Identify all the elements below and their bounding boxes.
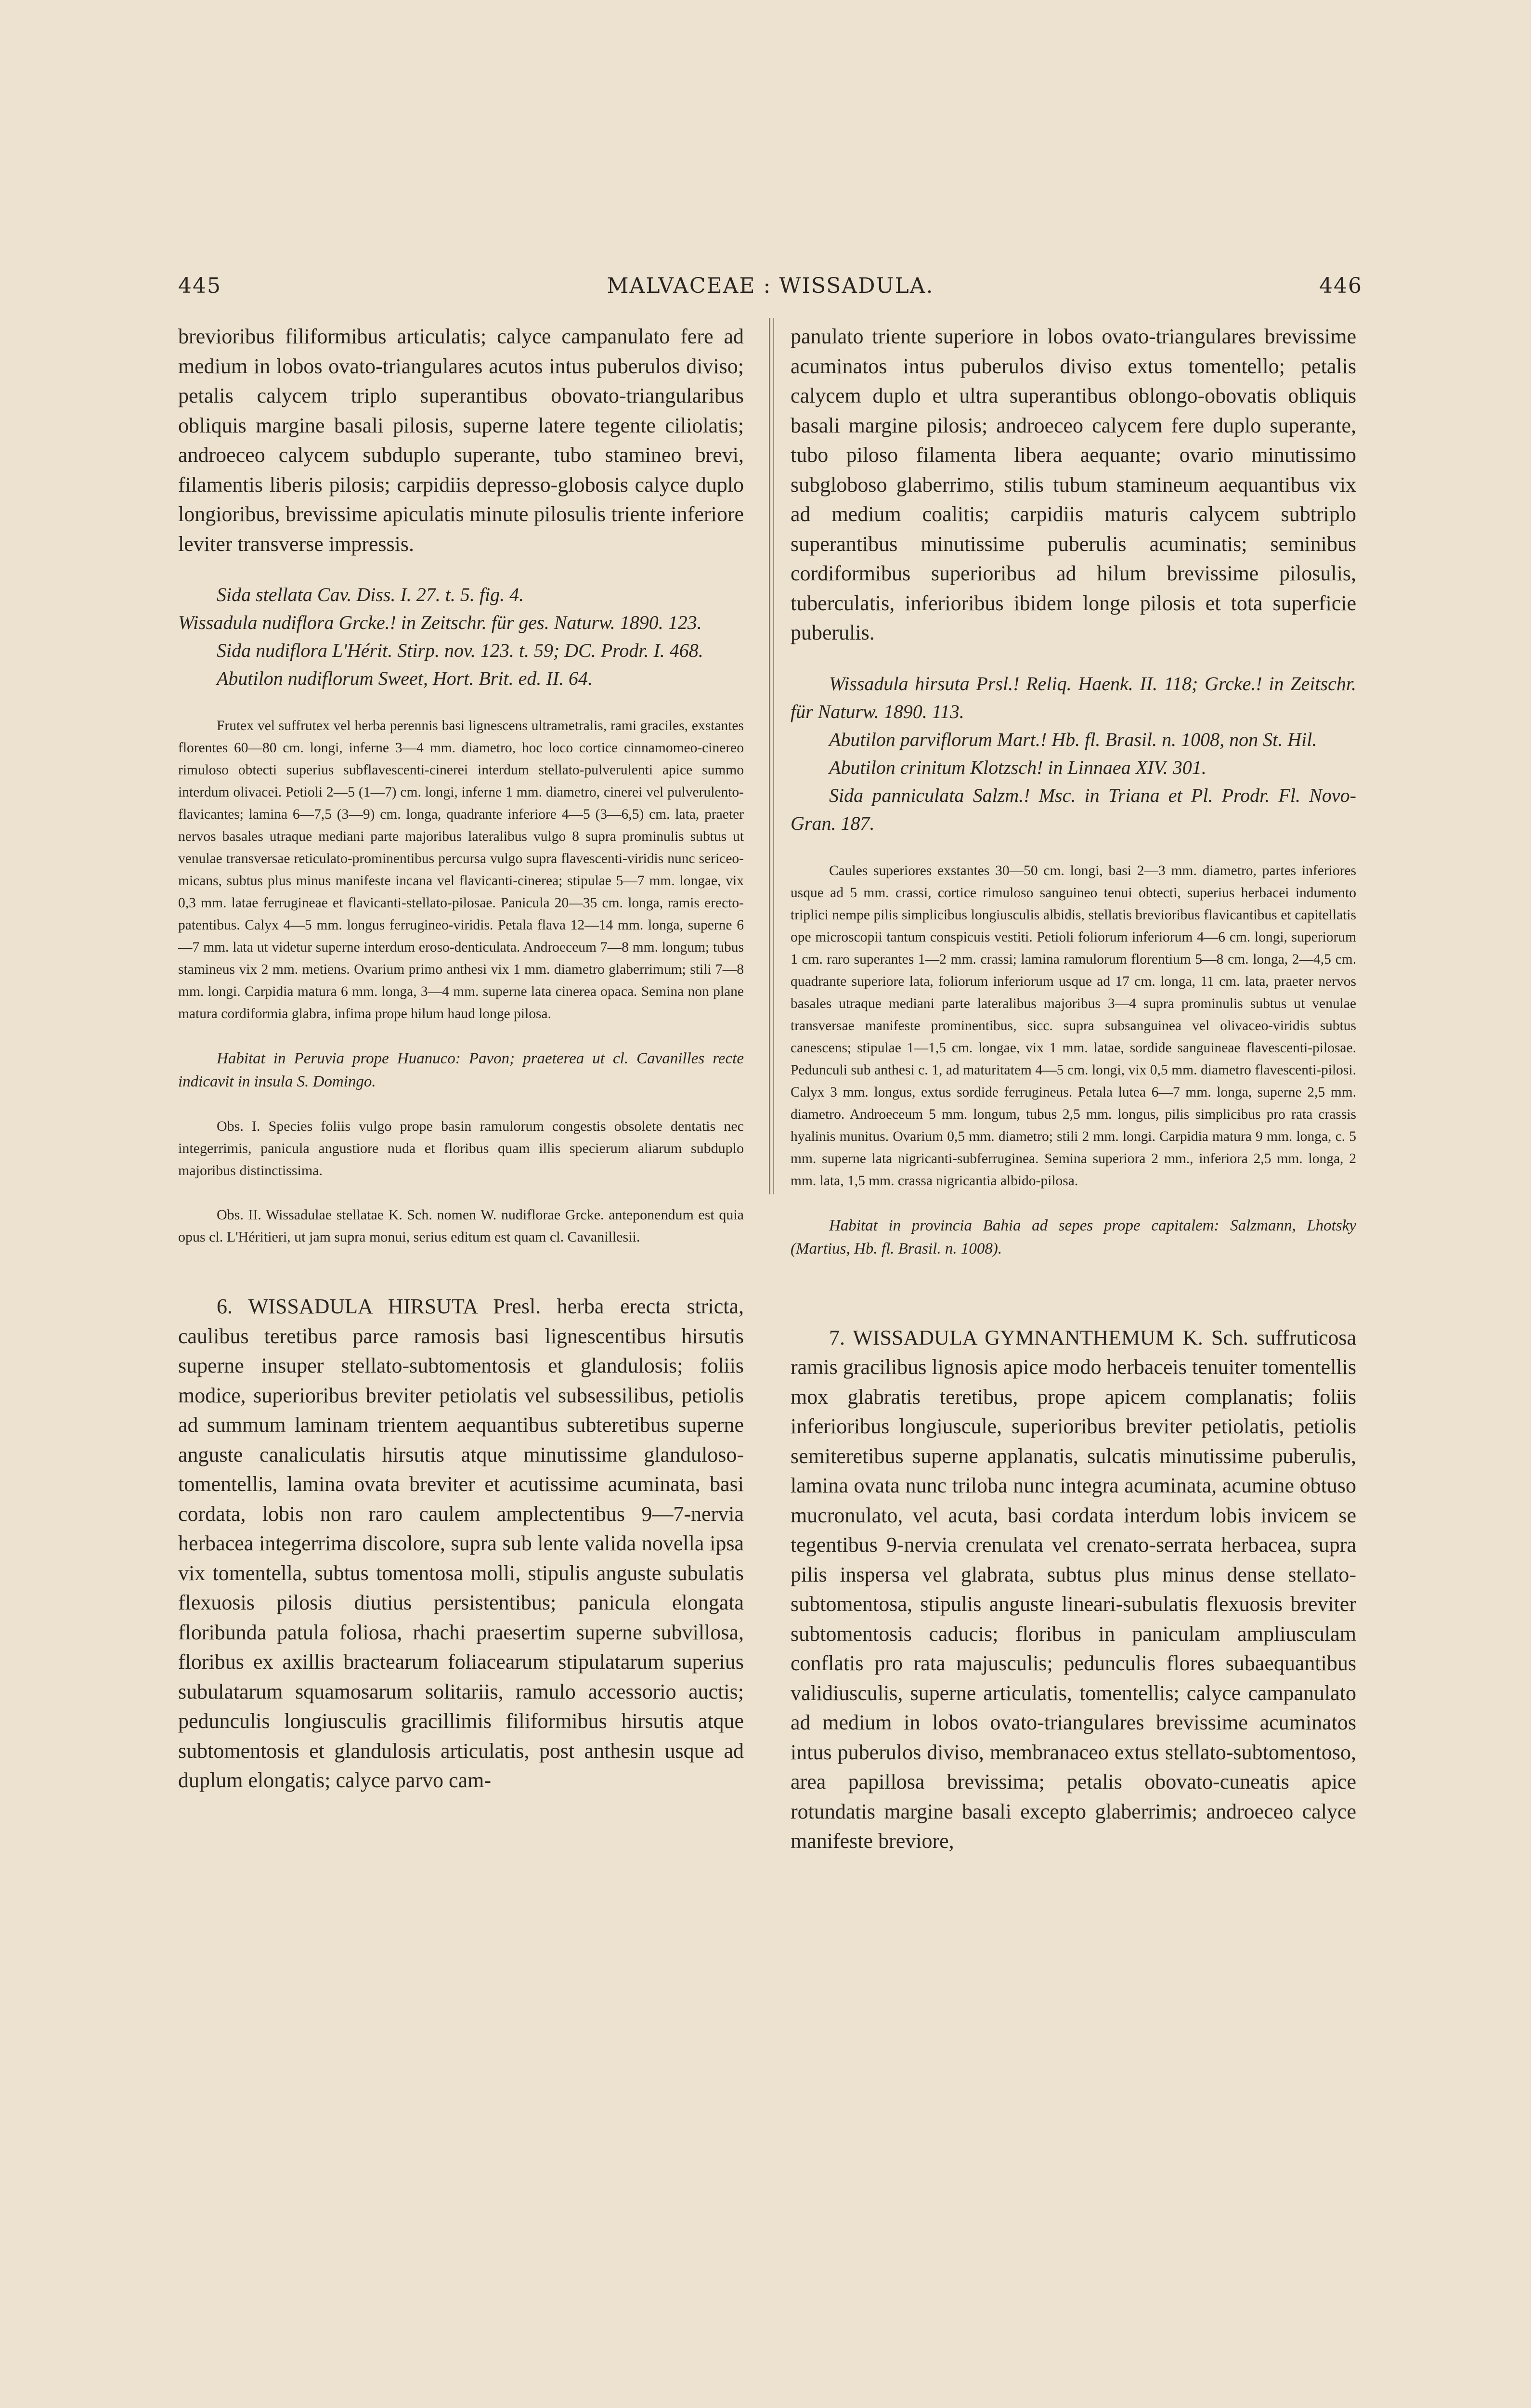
running-title: MALVACEAE : WISSADULA. [607,274,934,298]
column-divider-inner [773,318,774,1194]
synonym-reference: Sida nudiflora L'Hérit. Stirp. nov. 123. t. 59; DC. Prodr. I. 468. [217,640,703,661]
description-paragraph: panulato triente superiore in lobos ovato-triangulares brevissime acuminatos intus puberulos diviso extus tomentello; petalis calycem duplo et ultra superantibus oblongo-obovatis obliquis basali margine pilosis; androeceo calycem fere duplo superante, tubo piloso filamenta libera aequante; ovario minutissimo subgloboso glaberrimo, stilis tubum stamineum aequantibus vix ad medium coalitis; carpidiis maturis calycem subtriplo superantibus minutissime puberulis acuminatis; seminibus cordiformibus superioribus ad hilum brevissime pilosulis, tuberculatis, inferioribus ibidem longe pilosis et tota superficie puberulis. [791,325,1356,644]
synonym-reference: Abutilon crinitum Klotzsch! in Linnaea XIV. 301. [829,756,1207,778]
observation-note: Obs. II. Wissadulae stellatae K. Sch. nomen W. nudiflorae Grcke. anteponendum est quia opus cl. L'Héritieri, ut jam supra monui, serius editum est quam cl. Cavanillesii. [178,1207,744,1245]
synonym-reference: Wissadula nudiflora Grcke.! in Zeitschr. für ges. Naturw. 1890. 123. [178,612,702,633]
column-divider [769,318,770,1194]
right-column [791,322,1356,2036]
detailed-description: Caules superiores exstantes 30—50 cm. longi, basi 2—3 mm. diametro, partes inferiores usque ad 5 mm. crassi, cortice rimuloso sanguineo tenui obtecti, superius herbacei indumento triplici nempe pilis simplicibus longiusculis albidis, stellatis brevioribus flavicantibus et capitellatis ope microscopii tantum conspicuis vestiti. Petioli foliorum inferiorum 4—6 cm. longi, superiorum 1 cm. raro superantes 1—2 mm. crassi; lamina ramulorum florentium 5—8 cm. longa, 2—4,5 cm. quadrante superiore lata, foliorum inferiorum usque ad 17 cm. longa, 11 cm. lata, praeter nervos basales utraque mediani parte lateralibus majoribus 3—4 supra prominulis subtus ut venulae transversae manifeste prominentibus, sicc. supra subsanguinea vel olivaceo-viridis subtus canescens; stipulae 1—1,5 cm. longae, vix 1 mm. latae, sordide sanguineae flavescenti-pilosae. Pedunculi sub anthesi c. 1, ad maturitatem 4—5 cm. longi, vix 0,5 mm. diametro flavescenti-pilosi. Calyx 3 mm. longus, extus sordide ferrugineus. Petala lutea 6—7 mm. longa, superne 2,5 mm. diametro. Androeceum 5 mm. longum, tubus 2,5 mm. longus, pilis simplicibus pro rata crassis hyalinis munitus. Ovarium 0,5 mm. diametro; stili 2 mm. longi. Carpidia matura 9 mm. longa, c. 5 mm. superne lata nigricanti-subferruginea. Semina superiora 2 mm., inferiora 2,5 mm. longa, 2 mm. lata, 1,5 mm. crassa nigricantia albido-pilosa. [791,863,1356,1189]
habitat-note: Habitat in provincia Bahia ad sepes prope capitalem: Salzmann, Lhotsky (Martius, Hb. fl. Brasil. n. 1008). [791,1217,1356,1257]
left-column [178,322,744,2036]
synonym-reference: Abutilon parviflorum Mart.! Hb. fl. Brasil. n. 1008, non St. Hil. [829,728,1317,750]
species-entry: 6. WISSADULA HIRSUTA Presl. herba erecta stricta, caulibus teretibus parce ramosis basi lignescentibus hirsutis superne insuper stellato-subtomentosis et glandulosis; foliis modice, superioribus breviter petiolatis vel subsessilibus, petiolis ad summum laminam trientem aequantibus subteretibus superne anguste canaliculatis hirsutis atque minutissime glanduloso-tomentellis, lamina ovata breviter et acutissime acuminata, basi cordata, lobis non raro caulem amplectentibus 9—7-nervia herbacea integerrima discolore, supra sub lente valida novella ipsa vix tomentella, subtus tomentosa molli, stipulis anguste subulatis flexuosis pilosis diutius persistentibus; panicula elongata floribunda patula foliosa, rhachi praesertim superne subvillosa, floribus ex axillis bractearum foliacearum stipulatarum superius subulatarum squamosarum solitariis, ramulo accessorio auctis; pedunculis longiusculis gracillimis filiformibus hirsutis atque subtomentosis et glandulosis articulatis, post anthesin usque ad duplum elongatis; calyce parvo cam- [178,1295,744,1792]
page-number-left: 445 [178,274,221,298]
observation-note: Obs. I. Species foliis vulgo prope basin ramulorum congestis obsolete dentatis nec integerrimis, panicula angustiore nuda et floribus quam illis specierum aliarum subduplo majoribus distinctissima. [178,1118,744,1178]
synonym-reference: Abutilon nudiflorum Sweet, Hort. Brit. ed. II. 64. [217,667,593,689]
running-header [178,274,1362,307]
synonym-reference: Sida stellata Cav. Diss. I. 27. t. 5. fig. 4. [217,584,524,605]
page-number-right: 446 [1319,274,1362,298]
description-paragraph: brevioribus filiformibus articulatis; calyce campanulato fere ad medium in lobos ovato-triangulares acutos intus puberulos diviso; petalis calycem triplo superantibus obovato-triangularibus obliquis margine basali pilosis, superne latere tegente ciliolatis; androeceo calycem subduplo superante, tubo stamineo brevi, filamentis liberis pilosis; carpidiis depresso-globosis calyce duplo longioribus, brevissime apiculatis minute pilosulis triente inferiore leviter transverse impressis. [178,325,744,556]
synonym-reference: Sida panniculata Salzm.! Msc. in Triana et Pl. Prodr. Fl. Novo-Gran. 187. [791,784,1356,834]
habitat-note: Habitat in Peruvia prope Huanuco: Pavon; praeterea ut cl. Cavanilles recte indicavit in insula S. Domingo. [178,1050,744,1090]
detailed-description: Frutex vel suffrutex vel herba perennis basi lignescens ultrametralis, rami graciles, exstantes florentes 60—80 cm. longi, inferne 3—4 mm. diametro, hoc loco cortice cinnamomeo-cinereo rimuloso obtecti superius subflavescenti-cinerei interdum stellato-pulverulenti apice summo interdum olivacei. Petioli 2—5 (1—7) cm. longi, inferne 1 mm. diametro, cinerei vel pulverulento-flavicantes; lamina 6—7,5 (3—9) cm. longa, quadrante inferiore 4—5 (3—6,5) cm. lata, praeter nervos basales utraque mediani parte majoribus lateralibus vulgo 8 supra prominulis subtus ut venulae transversae reticulato-prominentibus percursa vulgo supra flavescenti-viridis nunc sericeo-micans, subtus plus minus manifeste incana vel flavicanti-cinerea; stipulae 5—7 mm. longae, vix 0,3 mm. latae ferrugineae et flavicanti-stellato-pilosae. Panicula 20—35 cm. longa, ramis erecto-patentibus. Calyx 4—5 mm. longus ferrugineo-viridis. Petala flava 12—14 mm. longa, superne 6—7 mm. lata ut videtur superne interdum eroso-denticulata. Androeceum 7—8 mm. longum; tubus stamineus vix 2 mm. metiens. Ovarium primo anthesi vix 1 mm. diametro glaberrimum; stili 7—8 mm. longi. Carpidia matura 6 mm. longa, 3—4 mm. superne lata cinerea opaca. Semina non plane matura cordiformia glabra, infima prope hilum haud longe pilosa. [178,718,744,1021]
synonym-reference: Wissadula hirsuta Prsl.! Reliq. Haenk. II. 118; Grcke.! in Zeitschr. für Naturw. 1890. 113. [791,672,1356,722]
species-entry: 7. WISSADULA GYMNANTHEMUM K. Sch. suffruticosa ramis gracilibus lignosis apice modo herbaceis tenuiter tomentellis mox glabratis teretibus, prope apicem complanatis; foliis inferioribus longiuscule, superioribus breviter petiolatis, petiolis semiteretibus superne applanatis, sulcatis minutissime puberulis, lamina ovata nunc triloba nunc integra acuminata, acumine obtuso mucronulato, vel acuta, basi cordata interdum lobis invicem se tegentibus 9-nervia crenulata vel crenato-serrata herbacea, supra pilis inspersa vel glabrata, subtus plus minus dense stellato-subtomentosa, stipulis anguste lineari-subulatis flexuosis breviter subtomentosis caducis; floribus in paniculam ampliusculam conflatis pro rata majusculis; pedunculis flores subaequantibus validiusculis, superne articulatis, tomentellis; calyce campanulato ad medium in lobos ovato-triangulares brevissime acuminatos intus puberulos diviso, membranaceo extus stellato-subtomentoso, area papillosa brevissima; petalis obovato-cuneatis apice rotundatis margine basali excepto glaberrimis; androeceo calyce manifeste breviore, [791,1325,1356,1853]
